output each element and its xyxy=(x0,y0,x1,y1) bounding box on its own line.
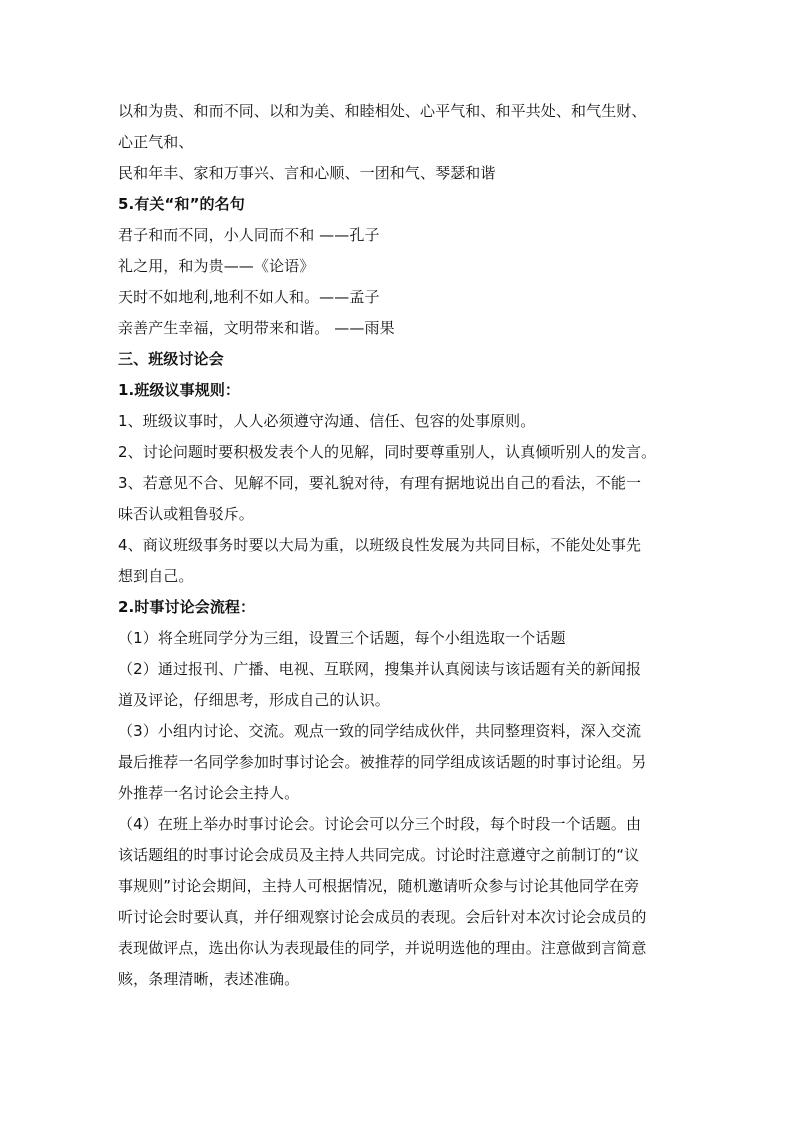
text-line: （1）将全班同学分为三组，设置三个话题，每个小组选取一个话题 xyxy=(118,629,566,647)
section-heading: 1.班级议事规则： xyxy=(118,381,241,399)
text-line: （3）小组内讨论、交流。观点一致的同学结成伙伴，共同整理资料，深入交流 xyxy=(118,722,642,740)
text-line: （2）通过报刊、广播、电视、互联网，搜集并认真阅读与该话题有关的新闻报 xyxy=(118,660,642,678)
text-line: 最后推荐一名同学参加时事讨论会。被推荐的同学组成该话题的时事讨论组。另 xyxy=(118,753,647,771)
text-line: 1、班级议事时，人人必须遵守沟通、信任、包容的处事原则。 xyxy=(118,412,536,430)
document-body xyxy=(118,96,688,995)
text-line: 天时不如地利,地利不如人和。——孟子 xyxy=(118,288,380,306)
text-line: 2、讨论问题时要积极发表个人的见解，同时要尊重别人，认真倾听别人的发言。 xyxy=(118,443,657,461)
text-line: 想到自己。 xyxy=(118,567,194,585)
text-line: 君子和而不同，小人同而不和 ——孔子 xyxy=(118,226,380,244)
text-line: 赅，条理清晰，表述准确。 xyxy=(118,970,300,988)
text-line: 味否认或粗鲁驳斥。 xyxy=(118,505,254,523)
section-heading: 三、班级讨论会 xyxy=(118,350,224,368)
section-heading: 5.有关“和”的名句 xyxy=(118,195,245,213)
text-line: （4）在班上举办时事讨论会。讨论会可以分三个时段，每个时段一个话题。由 xyxy=(118,815,642,833)
section-heading: 2.时事讨论会流程： xyxy=(118,598,256,616)
text-line: 亲善产生幸福，文明带来和谐。 ——雨果 xyxy=(118,319,395,337)
text-line: 3、若意见不合、见解不同，要礼貌对待，有理有据地说出自己的看法，不能一 xyxy=(118,474,642,492)
text-line: 事规则”讨论会期间，主持人可根据情况，随机邀请听众参与讨论其他同学在旁 xyxy=(118,877,640,895)
text-line: 民和年丰、家和万事兴、言和心顺、一团和气、琴瑟和谐 xyxy=(118,164,496,182)
text-line: 表现做评点，选出你认为表现最佳的同学，并说明选他的理由。注意做到言简意 xyxy=(118,939,647,957)
text-line: 以和为贵、和而不同、以和为美、和睦相处、心平气和、和平共处、和气生财、 xyxy=(118,102,647,120)
text-line: 礼之用，和为贵——《论语》 xyxy=(118,257,315,275)
text-line: 外推荐一名讨论会主持人。 xyxy=(118,784,300,802)
text-line: 道及评论，仔细思考，形成自己的认识。 xyxy=(118,691,390,709)
text-line: 4、商议班级事务时要以大局为重，以班级良性发展为共同目标，不能处处事先 xyxy=(118,536,642,554)
text-line: 心正气和、 xyxy=(118,133,194,151)
text-line: 听讨论会时要认真，并仔细观察讨论会成员的表现。会后针对本次讨论会成员的 xyxy=(118,908,647,926)
text-line: 该话题组的时事讨论会成员及主持人共同完成。讨论时注意遵守之前制订的“议 xyxy=(118,846,640,864)
